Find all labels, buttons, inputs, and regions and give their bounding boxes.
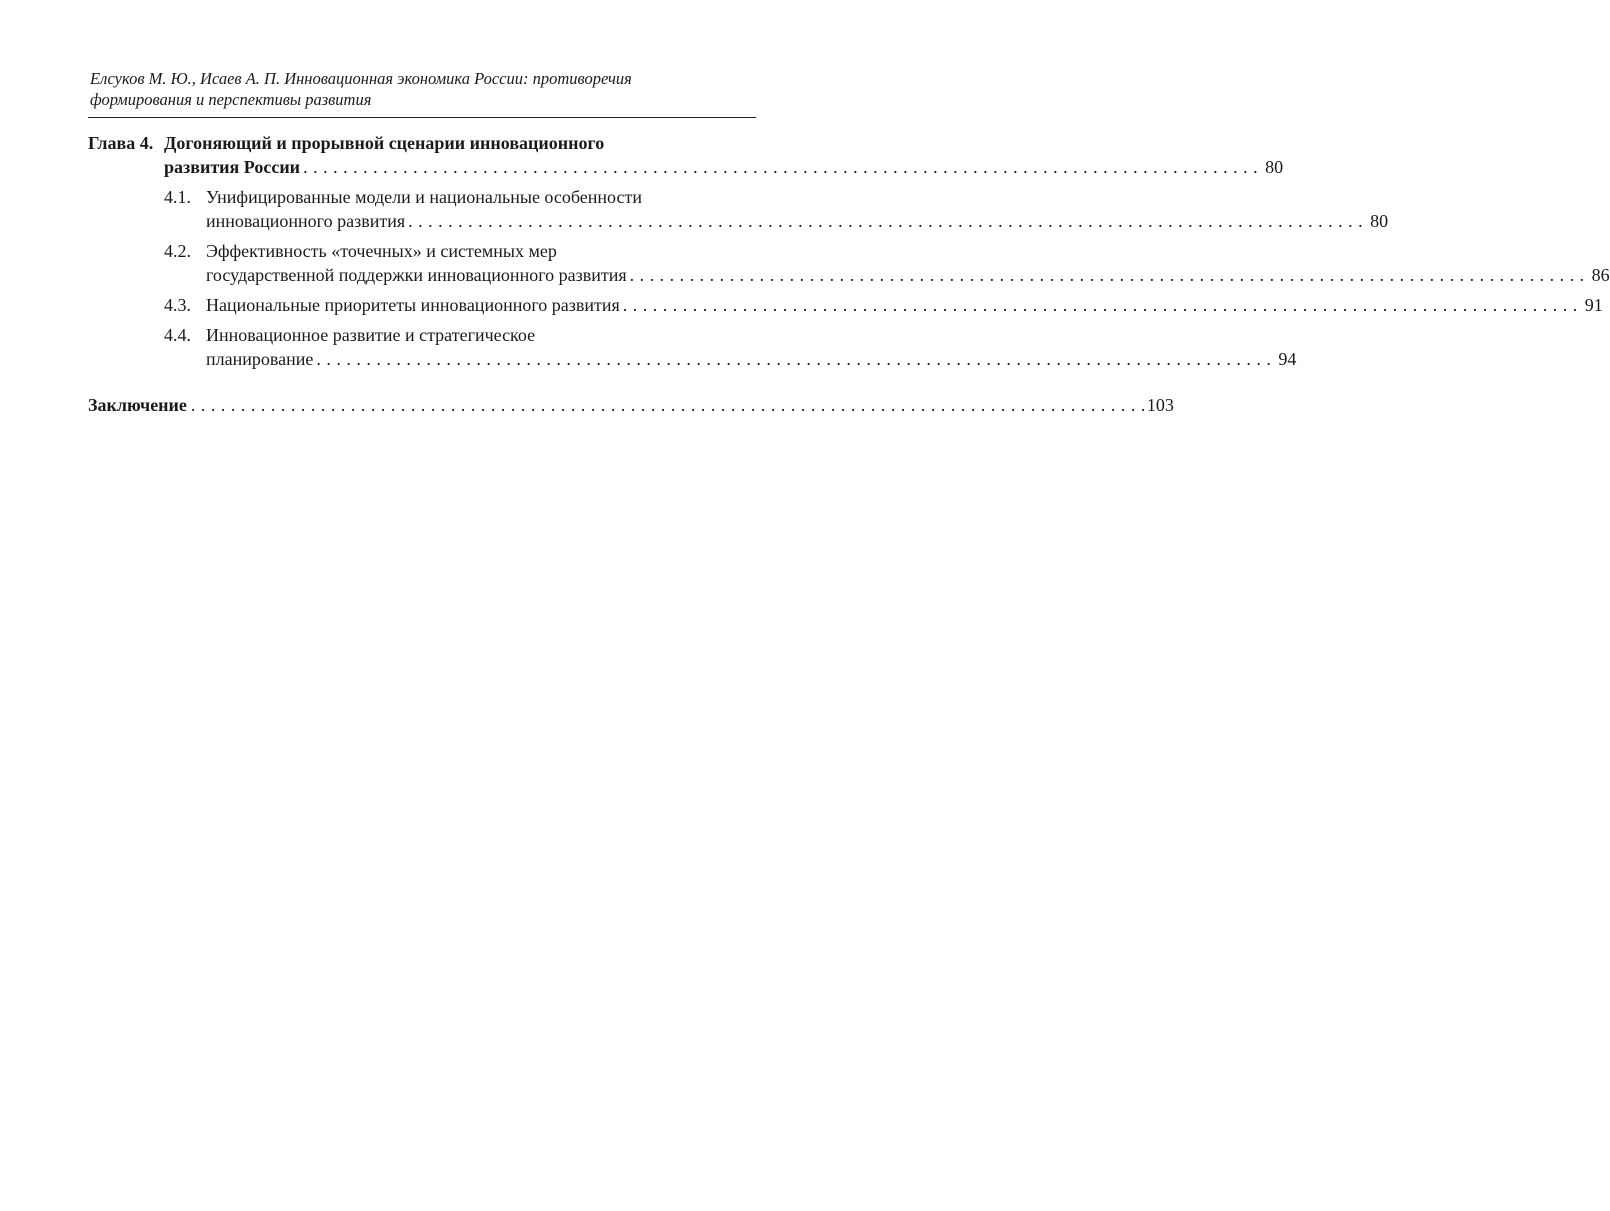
section-page: 86 bbox=[1591, 265, 1610, 285]
section-page: 80 bbox=[1370, 211, 1389, 231]
dot-leader bbox=[623, 293, 1578, 317]
conclusion-page: 103 bbox=[1146, 395, 1174, 415]
conclusion-title: Заключение bbox=[88, 395, 187, 415]
toc-section-4-2[interactable] bbox=[164, 239, 1610, 287]
toc-section-4-3[interactable] bbox=[164, 293, 1603, 317]
section-number: 4.4. bbox=[164, 325, 191, 345]
header-line-1: Елсуков М. Ю., Исаев А. П. Инновационная экономика России: противоречия bbox=[90, 69, 632, 88]
toc-conclusion[interactable] bbox=[88, 393, 1174, 417]
section-page: 94 bbox=[1278, 349, 1297, 369]
section-title-line-2: планирование bbox=[206, 349, 314, 369]
table-of-contents bbox=[88, 131, 1610, 417]
section-title-line-1: Унифицированные модели и национальные особенности bbox=[206, 187, 642, 207]
section-number: 4.1. bbox=[164, 187, 191, 207]
section-title-line-1: Эффективность «точечных» и системных мер bbox=[206, 241, 557, 261]
toc-section-4-4[interactable] bbox=[164, 323, 1297, 371]
chapter-title-line-1: Догоняющий и прорывной сценарии инновационного bbox=[164, 133, 605, 153]
dot-leader bbox=[303, 155, 1258, 179]
section-page: 91 bbox=[1584, 295, 1603, 315]
running-header bbox=[90, 68, 756, 110]
dot-leader bbox=[408, 209, 1363, 233]
section-number: 4.3. bbox=[164, 295, 191, 315]
chapter-page: 80 bbox=[1265, 157, 1284, 177]
toc-chapter-4[interactable] bbox=[88, 131, 1284, 179]
section-title-line-2: государственной поддержки инновационного развития bbox=[206, 265, 627, 285]
section-number: 4.2. bbox=[164, 241, 191, 261]
header-rule bbox=[88, 117, 756, 118]
chapter-number: Глава 4. bbox=[88, 133, 154, 153]
dot-leader bbox=[191, 393, 1146, 417]
dot-leader bbox=[630, 263, 1585, 287]
section-title-line-1: Национальные приоритеты инновационного развития bbox=[206, 295, 620, 315]
dot-leader bbox=[316, 347, 1271, 371]
toc-section-4-1[interactable] bbox=[164, 185, 1389, 233]
section-title-line-1: Инновационное развитие и стратегическое bbox=[206, 325, 536, 345]
section-title-line-2: инновационного развития bbox=[206, 211, 406, 231]
chapter-title-line-2: развития России bbox=[164, 157, 301, 177]
header-line-2: формирования и перспективы развития bbox=[90, 90, 372, 109]
